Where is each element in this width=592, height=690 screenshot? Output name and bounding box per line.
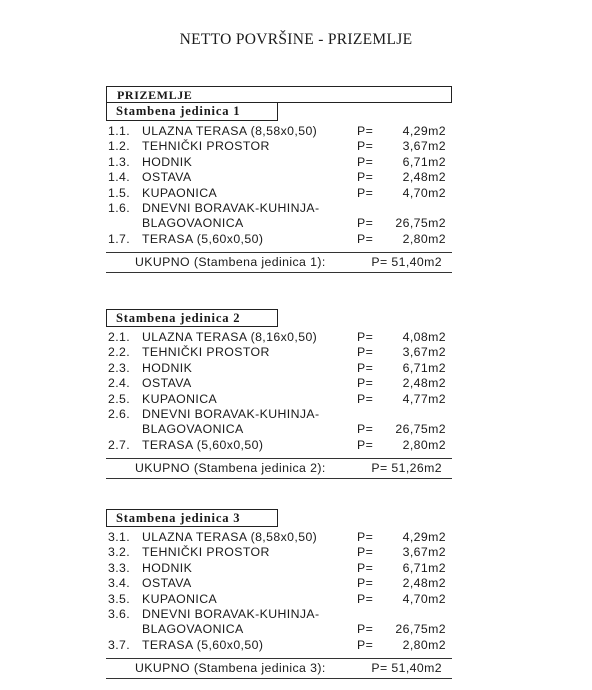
item-area: 2,80m2 <box>402 637 446 652</box>
item-number: 2.2. <box>108 345 131 360</box>
unit-total-row <box>106 658 452 679</box>
item-area: 4,77m2 <box>402 391 446 406</box>
section-header: PRIZEMLJE <box>106 86 452 103</box>
area-symbol: P= <box>357 345 374 360</box>
area-symbol: P= <box>357 576 374 591</box>
list-item <box>106 592 456 607</box>
item-area: 2,48m2 <box>402 376 446 391</box>
unit-title: Stambena jedinica 3 <box>106 509 278 527</box>
item-area: 6,71m2 <box>402 360 446 375</box>
list-item <box>106 607 456 622</box>
item-label: HODNIK <box>142 560 193 575</box>
list-item <box>106 170 456 185</box>
unit-section <box>106 509 456 679</box>
item-number: 1.4. <box>108 170 131 185</box>
item-label: BLAGOVAONICA <box>142 422 244 437</box>
item-number: 2.1. <box>108 330 131 344</box>
item-number: 2.7. <box>108 437 131 452</box>
unit-section <box>106 309 456 479</box>
area-symbol: P= <box>357 216 374 231</box>
list-item <box>106 438 456 453</box>
area-symbol: P= <box>357 391 374 406</box>
item-area: 4,70m2 <box>402 185 446 200</box>
item-area: 26,75m2 <box>395 422 446 437</box>
item-number: 3.7. <box>108 637 131 652</box>
list-item <box>106 139 456 154</box>
item-label: DNEVNI BORAVAK-KUHINJA- <box>142 200 320 215</box>
area-symbol: P= <box>357 591 374 606</box>
item-area: 26,75m2 <box>395 216 446 231</box>
item-label: OSTAVA <box>142 576 192 591</box>
item-label: KUPAONICA <box>142 391 218 406</box>
item-label: TERASA (5,60x0,50) <box>142 637 264 652</box>
item-label: ULAZNA TERASA (8,16x0,50) <box>142 330 318 344</box>
total-value: P= 51,26m2 <box>371 461 442 476</box>
list-item <box>106 186 456 201</box>
item-number: 1.1. <box>108 124 131 138</box>
list-item <box>106 622 456 637</box>
item-number: 2.5. <box>108 391 131 406</box>
list-item <box>106 361 456 376</box>
list-item <box>106 345 456 360</box>
item-number: 1.2. <box>108 139 131 154</box>
area-symbol: P= <box>357 560 374 575</box>
list-item <box>106 124 456 139</box>
area-symbol: P= <box>357 545 374 560</box>
item-number: 2.6. <box>108 406 131 421</box>
list-item <box>106 545 456 560</box>
unit-title: Stambena jedinica 2 <box>106 309 278 327</box>
area-symbol: P= <box>357 154 374 169</box>
list-item <box>106 376 456 391</box>
item-label: BLAGOVAONICA <box>142 622 244 637</box>
list-item <box>106 232 456 247</box>
item-label: TEHNIČKI PROSTOR <box>142 345 270 360</box>
area-symbol: P= <box>357 530 374 544</box>
item-number: 2.4. <box>108 376 131 391</box>
item-area: 26,75m2 <box>395 622 446 637</box>
item-label: BLAGOVAONICA <box>142 216 244 231</box>
area-symbol: P= <box>357 376 374 391</box>
item-label: OSTAVA <box>142 170 192 185</box>
area-symbol: P= <box>357 637 374 652</box>
area-symbol: P= <box>357 360 374 375</box>
item-label: KUPAONICA <box>142 185 218 200</box>
item-label: HODNIK <box>142 360 193 375</box>
list-item <box>106 201 456 216</box>
item-list <box>106 330 456 453</box>
item-number: 1.6. <box>108 200 131 215</box>
area-symbol: P= <box>357 170 374 185</box>
item-label: ULAZNA TERASA (8,58x0,50) <box>142 530 318 544</box>
unit-title: Stambena jedinica 1 <box>106 103 278 121</box>
list-item <box>106 638 456 653</box>
area-table <box>106 86 456 676</box>
item-number: 3.4. <box>108 576 131 591</box>
total-label: UKUPNO (Stambena jedinica 1): <box>135 255 326 270</box>
list-item <box>106 576 456 591</box>
area-symbol: P= <box>357 124 374 138</box>
item-area: 4,70m2 <box>402 591 446 606</box>
list-item <box>106 216 456 231</box>
item-number: 3.1. <box>108 530 131 544</box>
item-label: OSTAVA <box>142 376 192 391</box>
item-list <box>106 124 456 247</box>
item-area: 4,29m2 <box>402 530 446 544</box>
item-area: 2,48m2 <box>402 170 446 185</box>
item-area: 3,67m2 <box>402 345 446 360</box>
item-area: 2,80m2 <box>402 231 446 246</box>
total-label: UKUPNO (Stambena jedinica 3): <box>135 661 326 676</box>
item-number: 2.3. <box>108 360 131 375</box>
total-label: UKUPNO (Stambena jedinica 2): <box>135 461 326 476</box>
item-area: 4,29m2 <box>402 124 446 138</box>
list-item <box>106 422 456 437</box>
item-number: 3.5. <box>108 591 131 606</box>
item-label: DNEVNI BORAVAK-KUHINJA- <box>142 606 320 621</box>
item-number: 3.2. <box>108 545 131 560</box>
list-item <box>106 561 456 576</box>
unit-total-row <box>106 252 452 273</box>
item-list <box>106 530 456 653</box>
list-item <box>106 530 456 545</box>
list-item <box>106 330 456 345</box>
item-area: 3,67m2 <box>402 545 446 560</box>
area-symbol: P= <box>357 139 374 154</box>
area-symbol: P= <box>357 437 374 452</box>
item-label: TERASA (5,60x0,50) <box>142 231 264 246</box>
total-value: P= 51,40m2 <box>371 255 442 270</box>
unit-section <box>106 103 456 273</box>
item-number: 1.3. <box>108 154 131 169</box>
item-label: KUPAONICA <box>142 591 218 606</box>
area-symbol: P= <box>357 231 374 246</box>
list-item <box>106 392 456 407</box>
item-area: 4,08m2 <box>402 330 446 344</box>
item-label: TEHNIČKI PROSTOR <box>142 545 270 560</box>
item-area: 6,71m2 <box>402 154 446 169</box>
item-number: 3.6. <box>108 606 131 621</box>
page-title: NETTO POVRŠINE - PRIZEMLJE <box>179 31 413 48</box>
item-number: 3.3. <box>108 560 131 575</box>
item-area: 2,48m2 <box>402 576 446 591</box>
item-label: HODNIK <box>142 154 193 169</box>
item-area: 6,71m2 <box>402 560 446 575</box>
item-area: 2,80m2 <box>402 437 446 452</box>
list-item <box>106 407 456 422</box>
item-number: 1.5. <box>108 185 131 200</box>
item-area: 3,67m2 <box>402 139 446 154</box>
item-label: ULAZNA TERASA (8,58x0,50) <box>142 124 318 138</box>
item-number: 1.7. <box>108 231 131 246</box>
item-label: TERASA (5,60x0,50) <box>142 437 264 452</box>
area-symbol: P= <box>357 422 374 437</box>
item-label: TEHNIČKI PROSTOR <box>142 139 270 154</box>
total-value: P= 51,40m2 <box>371 661 442 676</box>
unit-total-row <box>106 458 452 479</box>
list-item <box>106 155 456 170</box>
area-symbol: P= <box>357 330 374 344</box>
area-symbol: P= <box>357 622 374 637</box>
item-label: DNEVNI BORAVAK-KUHINJA- <box>142 406 320 421</box>
area-symbol: P= <box>357 185 374 200</box>
